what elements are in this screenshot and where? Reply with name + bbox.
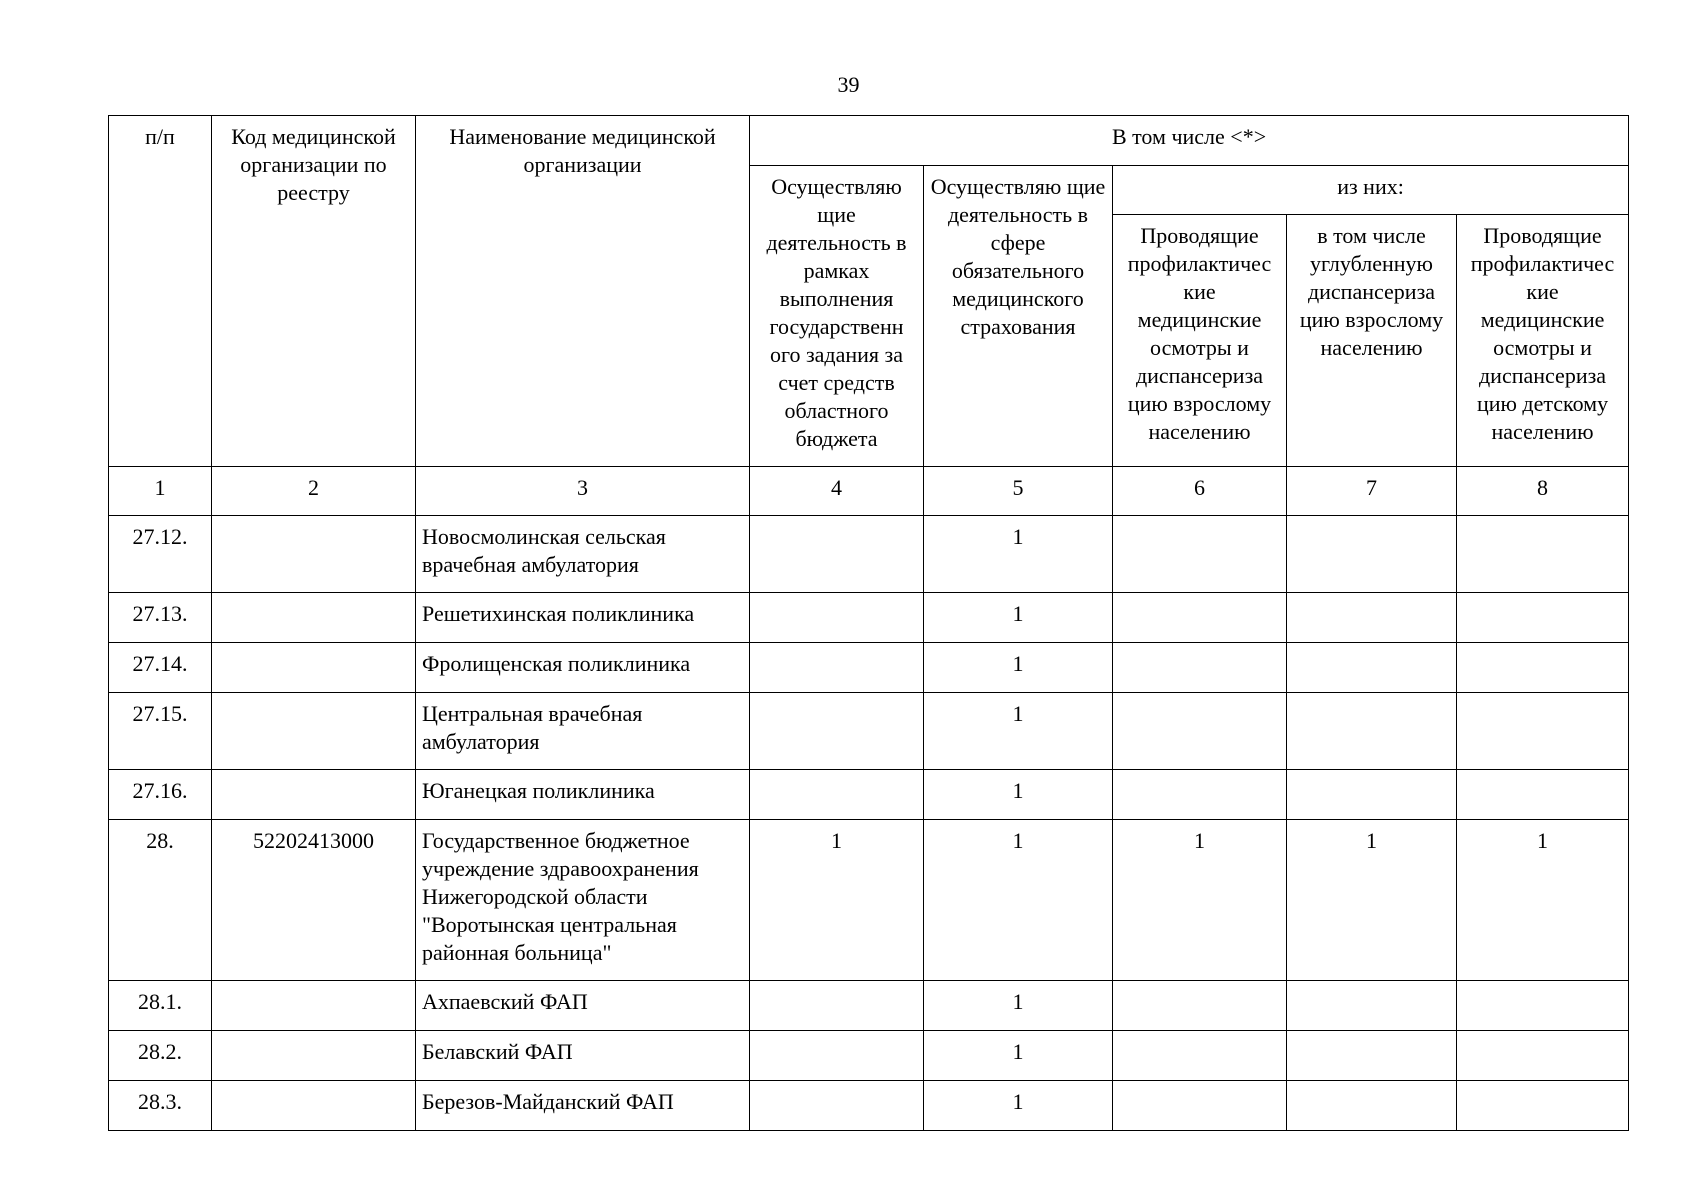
cell-col4 [750, 593, 924, 643]
cell-col7 [1287, 981, 1457, 1031]
cell-col8 [1457, 1081, 1629, 1131]
cell-col5: 1 [924, 1031, 1113, 1081]
cell-col7 [1287, 1031, 1457, 1081]
cell-col7 [1287, 516, 1457, 593]
registry-code [212, 693, 416, 770]
cell-col4 [750, 516, 924, 593]
cell-col7 [1287, 643, 1457, 693]
organization-name: Решетихинская поликлиника [416, 593, 750, 643]
column-number: 3 [416, 467, 750, 516]
row-number: 27.13. [109, 593, 212, 643]
table-row [109, 693, 1629, 770]
cell-col4 [750, 981, 924, 1031]
header-adult-checkups: Проводящие профилактичес кие медицинские осмотры и диспансериза цию взрослому населению [1113, 215, 1287, 467]
cell-col8 [1457, 693, 1629, 770]
cell-col6 [1113, 593, 1287, 643]
registry-code [212, 593, 416, 643]
registry-code [212, 516, 416, 593]
row-number: 27.15. [109, 693, 212, 770]
table-row [109, 820, 1629, 981]
organization-name: Юганецкая поликлиника [416, 770, 750, 820]
registry-code [212, 1031, 416, 1081]
cell-col4 [750, 1081, 924, 1131]
cell-col5: 1 [924, 770, 1113, 820]
row-number: 27.14. [109, 643, 212, 693]
cell-col5: 1 [924, 820, 1113, 981]
table-row [109, 516, 1629, 593]
organization-name: Ахпаевский ФАП [416, 981, 750, 1031]
cell-col6 [1113, 981, 1287, 1031]
table-row [109, 643, 1629, 693]
cell-col5: 1 [924, 593, 1113, 643]
cell-col6 [1113, 1031, 1287, 1081]
column-number: 1 [109, 467, 212, 516]
cell-col6 [1113, 1081, 1287, 1131]
table-header [109, 116, 1629, 516]
registry-code [212, 770, 416, 820]
organization-name: Центральная врачебная амбулатория [416, 693, 750, 770]
page-number: 39 [837, 72, 860, 97]
cell-col4 [750, 1031, 924, 1081]
cell-col4 [750, 770, 924, 820]
cell-col6 [1113, 770, 1287, 820]
organization-name: Фролищенская поликлиника [416, 643, 750, 693]
cell-col8 [1457, 1031, 1629, 1081]
organization-name: Белавский ФАП [416, 1031, 750, 1081]
organization-name: Новосмолинская сельская врачебная амбулатория [416, 516, 750, 593]
registry-code [212, 643, 416, 693]
row-number: 28.2. [109, 1031, 212, 1081]
column-number: 8 [1457, 467, 1629, 516]
cell-col8 [1457, 981, 1629, 1031]
column-number: 4 [750, 467, 924, 516]
organization-name: Березов-Майданский ФАП [416, 1081, 750, 1131]
row-number: 27.12. [109, 516, 212, 593]
registry-code [212, 1081, 416, 1131]
cell-col7 [1287, 593, 1457, 643]
column-number: 5 [924, 467, 1113, 516]
cell-col8 [1457, 516, 1629, 593]
table-row [109, 981, 1629, 1031]
column-number: 7 [1287, 467, 1457, 516]
header-row-number: п/п [109, 116, 212, 467]
column-numbers-row [109, 467, 1629, 516]
row-number: 28. [109, 820, 212, 981]
cell-col4 [750, 693, 924, 770]
header-organization-name: Наименование медицинской организации [416, 116, 750, 467]
row-number: 27.16. [109, 770, 212, 820]
header-oms: Осуществляю щие деятельность в сфере обязательного медицинского страхования [924, 166, 1113, 467]
cell-col7 [1287, 1081, 1457, 1131]
cell-col7: 1 [1287, 820, 1457, 981]
cell-col4: 1 [750, 820, 924, 981]
column-number: 2 [212, 467, 416, 516]
cell-col6: 1 [1113, 820, 1287, 981]
cell-col7 [1287, 770, 1457, 820]
organization-name: Государственное бюджетное учреждение здравоохранения Нижегородской области "Воротынская центральная районная больница" [416, 820, 750, 981]
header-in-depth-checkups: в том числе углубленную диспансериза цию взрослому населению [1287, 215, 1457, 467]
table-body [109, 516, 1629, 1131]
row-number: 28.3. [109, 1081, 212, 1131]
column-number: 6 [1113, 467, 1287, 516]
cell-col8: 1 [1457, 820, 1629, 981]
cell-col5: 1 [924, 516, 1113, 593]
registry-code: 52202413000 [212, 820, 416, 981]
table-row [109, 593, 1629, 643]
header-including-group: В том числе <*> [750, 116, 1629, 166]
cell-col6 [1113, 693, 1287, 770]
table-row [109, 1081, 1629, 1131]
registry-code [212, 981, 416, 1031]
header-registry-code: Код медицинской организации по реестру [212, 116, 416, 467]
cell-col8 [1457, 593, 1629, 643]
table-row [109, 770, 1629, 820]
header-state-assignment: Осуществляю щие деятельность в рамках выполнения государственн ого задания за счет средств областного бюджета [750, 166, 924, 467]
header-of-them: из них: [1113, 166, 1629, 215]
cell-col5: 1 [924, 1081, 1113, 1131]
cell-col6 [1113, 516, 1287, 593]
cell-col8 [1457, 643, 1629, 693]
header-child-checkups: Проводящие профилактичес кие медицинские осмотры и диспансериза цию детскому населению [1457, 215, 1629, 467]
cell-col7 [1287, 693, 1457, 770]
cell-col6 [1113, 643, 1287, 693]
cell-col4 [750, 643, 924, 693]
cell-col8 [1457, 770, 1629, 820]
organizations-table [108, 115, 1629, 1131]
cell-col5: 1 [924, 643, 1113, 693]
cell-col5: 1 [924, 693, 1113, 770]
cell-col5: 1 [924, 981, 1113, 1031]
table-row [109, 1031, 1629, 1081]
row-number: 28.1. [109, 981, 212, 1031]
